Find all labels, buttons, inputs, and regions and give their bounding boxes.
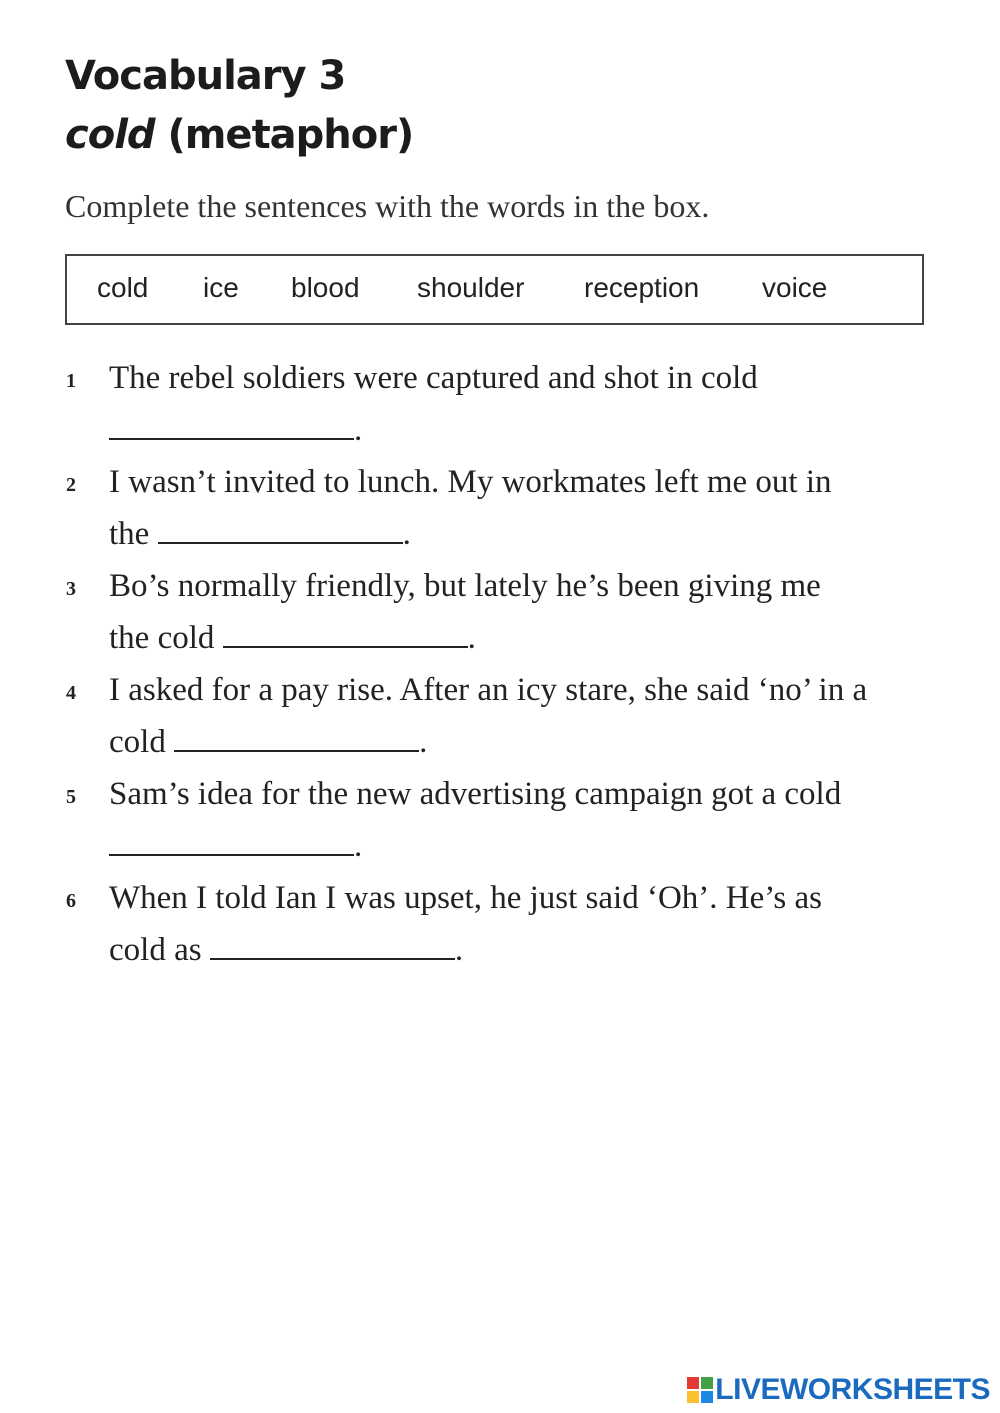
question-suffix: . [454, 932, 464, 968]
answer-blank[interactable] [109, 416, 354, 440]
word-box-item: shoulder [417, 272, 525, 303]
question-prefix: the cold [109, 620, 223, 656]
answer-blank[interactable] [210, 936, 455, 960]
question-suffix: . [354, 412, 363, 448]
liveworksheets-logo-icon [687, 1377, 713, 1403]
question-suffix: . [402, 516, 411, 552]
question-number: 2 [66, 474, 76, 496]
question-suffix: . [419, 724, 428, 760]
title-rest: (metaphor) [154, 112, 414, 158]
word-box-item: blood [291, 272, 360, 303]
word-box-item: cold [97, 272, 149, 303]
question-text: I asked for a pay rise. After an icy stare, she said ‘no’ in a [109, 672, 868, 708]
question-text: The rebel soldiers were captured and shot in cold [109, 360, 758, 396]
question-prefix: cold as [109, 932, 210, 968]
question-suffix: . [354, 828, 363, 864]
word-box [65, 254, 924, 325]
instruction: Complete the sentences with the words in the box. [65, 188, 710, 224]
answer-blank[interactable] [174, 728, 419, 752]
question-number: 3 [66, 578, 76, 600]
question-text: Sam’s idea for the new advertising campaign got a cold [109, 776, 842, 812]
question-prefix: cold [109, 724, 175, 760]
watermark-text: LIVEWORKSHEETS [715, 1373, 990, 1406]
title-line-2 [65, 112, 414, 158]
title-italic-word: cold [65, 112, 155, 158]
answer-blank[interactable] [158, 520, 403, 544]
question-number: 1 [66, 370, 76, 392]
question-text: I wasn’t invited to lunch. My workmates left me out in [109, 464, 832, 500]
question-number: 6 [66, 890, 76, 912]
logo-square [687, 1377, 699, 1389]
word-box-item: reception [584, 272, 700, 303]
logo-square [687, 1391, 699, 1403]
question-number: 5 [66, 786, 76, 808]
question-prefix: the [109, 516, 158, 552]
answer-blank[interactable] [223, 624, 468, 648]
question-text: Bo’s normally friendly, but lately he’s been giving me [109, 568, 821, 604]
logo-square [701, 1377, 713, 1389]
answer-blank[interactable] [109, 832, 354, 856]
question-text: When I told Ian I was upset, he just said ‘Oh’. He’s as [109, 880, 822, 916]
question-suffix: . [467, 620, 476, 656]
logo-square [701, 1391, 713, 1403]
question-number: 4 [66, 682, 76, 704]
title-line-1: Vocabulary 3 [65, 53, 346, 99]
word-box-item: voice [762, 272, 828, 303]
liveworksheets-watermark [687, 1373, 990, 1407]
word-box-item: ice [203, 272, 239, 303]
